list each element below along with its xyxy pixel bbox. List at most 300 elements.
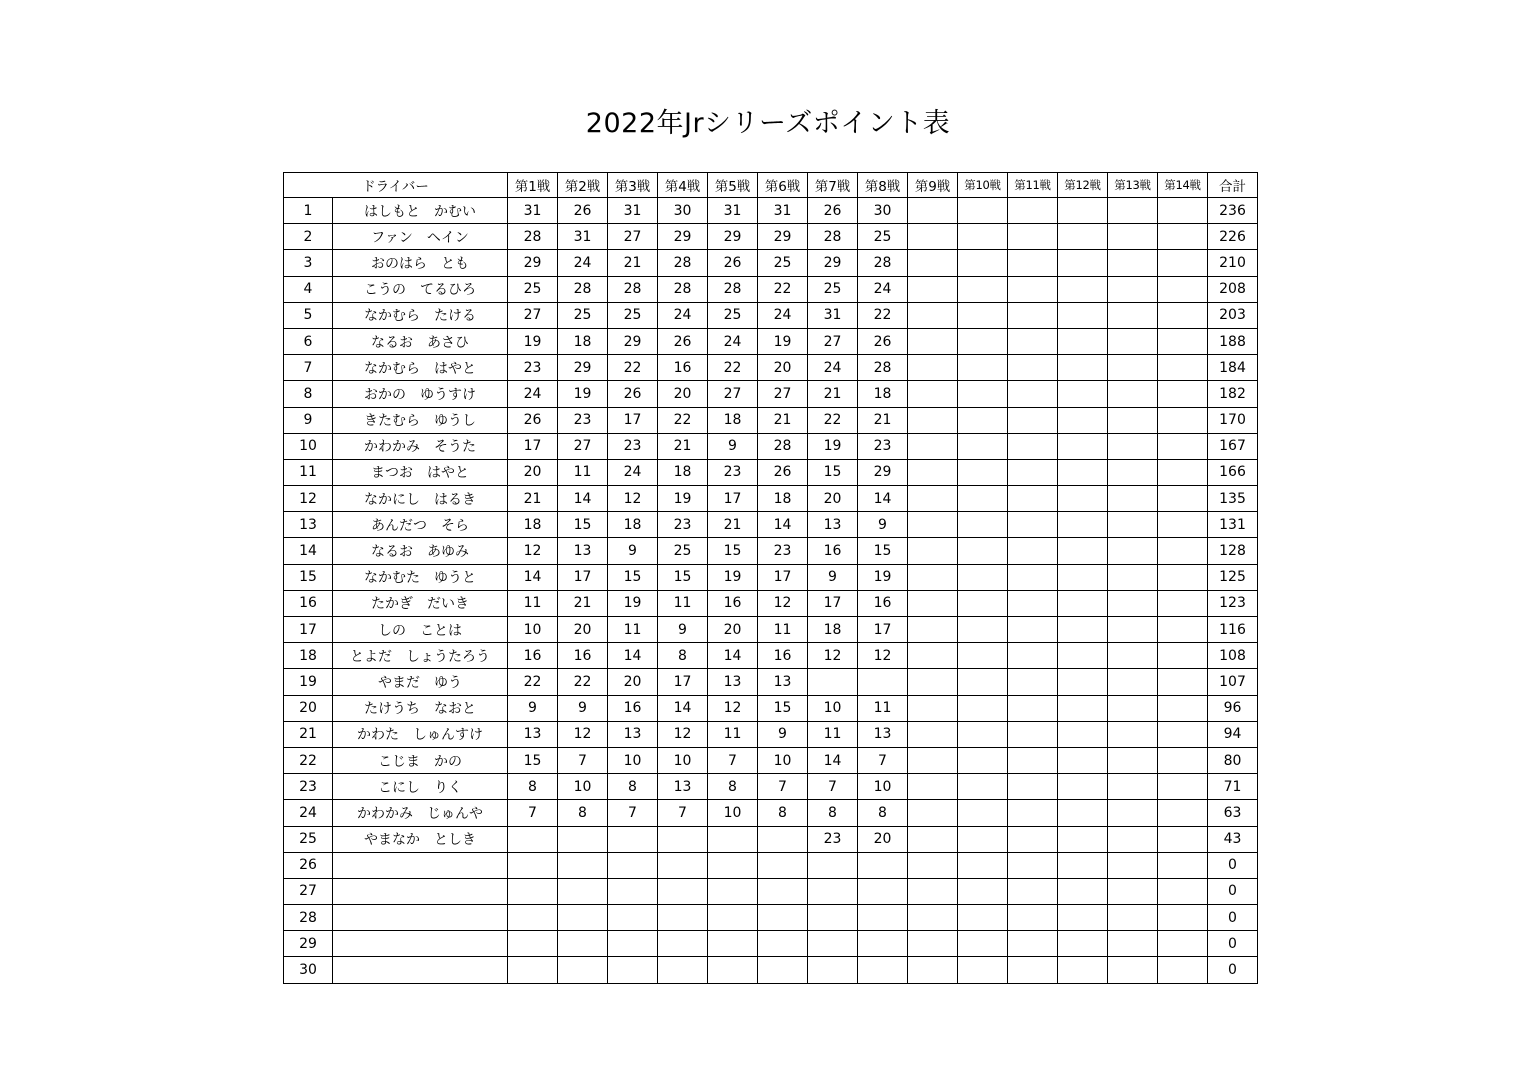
driver-name xyxy=(333,931,508,957)
race-11-score xyxy=(1008,407,1058,433)
row-number: 16 xyxy=(284,590,333,616)
table-row xyxy=(284,747,1258,773)
race-4-score: 10 xyxy=(658,747,708,773)
race-1-score: 29 xyxy=(508,250,558,276)
race-10-score xyxy=(958,800,1008,826)
driver-name: おかの ゆうすけ xyxy=(333,381,508,407)
race-14-score xyxy=(1158,721,1208,747)
total-score: 226 xyxy=(1208,224,1258,250)
driver-name xyxy=(333,852,508,878)
race-5-score xyxy=(708,826,758,852)
row-number: 4 xyxy=(284,276,333,302)
race-7-score: 10 xyxy=(808,695,858,721)
table-row xyxy=(284,381,1258,407)
race-4-score xyxy=(658,931,708,957)
race-6-score: 18 xyxy=(758,486,808,512)
race-2-score xyxy=(558,878,608,904)
race-12-score xyxy=(1058,276,1108,302)
race-7-score: 16 xyxy=(808,538,858,564)
race-11-score xyxy=(1008,538,1058,564)
driver-name: かわかみ じゅんや xyxy=(333,800,508,826)
total-score: 236 xyxy=(1208,198,1258,224)
driver-name: とよだ しょうたろう xyxy=(333,643,508,669)
race-4-score: 25 xyxy=(658,538,708,564)
race-14-score xyxy=(1158,774,1208,800)
race-1-score: 11 xyxy=(508,590,558,616)
row-number: 10 xyxy=(284,433,333,459)
race-5-score: 12 xyxy=(708,695,758,721)
race-6-score xyxy=(758,852,808,878)
race-4-score xyxy=(658,957,708,983)
race-14-score xyxy=(1158,198,1208,224)
race-5-score xyxy=(708,905,758,931)
total-score: 0 xyxy=(1208,852,1258,878)
race-5-score: 29 xyxy=(708,224,758,250)
race-3-score xyxy=(608,826,658,852)
race-3-score: 12 xyxy=(608,486,658,512)
race-8-score: 15 xyxy=(858,538,908,564)
race-9-score xyxy=(908,695,958,721)
race-9-score xyxy=(908,957,958,983)
race-11-score xyxy=(1008,512,1058,538)
race-2-score: 14 xyxy=(558,486,608,512)
race-14-score xyxy=(1158,931,1208,957)
race-13-score xyxy=(1108,355,1158,381)
race-10-score xyxy=(958,486,1008,512)
race-3-score: 11 xyxy=(608,617,658,643)
race-3-score: 18 xyxy=(608,512,658,538)
row-number: 18 xyxy=(284,643,333,669)
table-row xyxy=(284,459,1258,485)
race-14-score xyxy=(1158,407,1208,433)
total-score: 0 xyxy=(1208,878,1258,904)
race-10-score xyxy=(958,643,1008,669)
race-13-score xyxy=(1108,721,1158,747)
race-13-score xyxy=(1108,669,1158,695)
race-14-score xyxy=(1158,695,1208,721)
race-3-score: 8 xyxy=(608,774,658,800)
race-4-score xyxy=(658,826,708,852)
race-7-score xyxy=(808,669,858,695)
race-8-score: 28 xyxy=(858,355,908,381)
race-5-score: 19 xyxy=(708,564,758,590)
race-1-score: 8 xyxy=(508,774,558,800)
race-4-score: 30 xyxy=(658,198,708,224)
race-14-score xyxy=(1158,617,1208,643)
driver-name: たかぎ だいき xyxy=(333,590,508,616)
race-10-score xyxy=(958,905,1008,931)
race-10-score xyxy=(958,957,1008,983)
table-row xyxy=(284,643,1258,669)
row-number: 15 xyxy=(284,564,333,590)
race-1-score: 17 xyxy=(508,433,558,459)
race-7-score: 22 xyxy=(808,407,858,433)
header-race-13: 第13戦 xyxy=(1108,173,1158,198)
race-13-score xyxy=(1108,512,1158,538)
total-score: 125 xyxy=(1208,564,1258,590)
row-number: 13 xyxy=(284,512,333,538)
race-9-score xyxy=(908,433,958,459)
race-12-score xyxy=(1058,852,1108,878)
table-row xyxy=(284,800,1258,826)
race-1-score xyxy=(508,957,558,983)
table-row xyxy=(284,328,1258,354)
race-9-score xyxy=(908,826,958,852)
race-3-score xyxy=(608,957,658,983)
driver-name: しの ことは xyxy=(333,617,508,643)
total-score: 94 xyxy=(1208,721,1258,747)
race-7-score xyxy=(808,905,858,931)
race-10-score xyxy=(958,355,1008,381)
race-6-score: 17 xyxy=(758,564,808,590)
race-3-score: 14 xyxy=(608,643,658,669)
race-5-score: 11 xyxy=(708,721,758,747)
race-11-score xyxy=(1008,617,1058,643)
driver-name: なるお あさひ xyxy=(333,328,508,354)
total-score: 203 xyxy=(1208,302,1258,328)
race-14-score xyxy=(1158,328,1208,354)
race-2-score: 24 xyxy=(558,250,608,276)
driver-name: あんだつ そら xyxy=(333,512,508,538)
race-13-score xyxy=(1108,407,1158,433)
race-5-score xyxy=(708,878,758,904)
race-14-score xyxy=(1158,852,1208,878)
race-1-score xyxy=(508,852,558,878)
race-13-score xyxy=(1108,852,1158,878)
race-14-score xyxy=(1158,224,1208,250)
race-7-score: 9 xyxy=(808,564,858,590)
driver-name: はしもと かむい xyxy=(333,198,508,224)
race-8-score: 16 xyxy=(858,590,908,616)
race-3-score: 9 xyxy=(608,538,658,564)
race-4-score: 19 xyxy=(658,486,708,512)
driver-name: やまなか としき xyxy=(333,826,508,852)
row-number: 23 xyxy=(284,774,333,800)
race-9-score xyxy=(908,774,958,800)
driver-name xyxy=(333,905,508,931)
race-9-score xyxy=(908,224,958,250)
race-13-score xyxy=(1108,826,1158,852)
race-1-score: 25 xyxy=(508,276,558,302)
race-5-score: 15 xyxy=(708,538,758,564)
race-5-score: 16 xyxy=(708,590,758,616)
race-5-score: 31 xyxy=(708,198,758,224)
race-7-score: 13 xyxy=(808,512,858,538)
race-12-score xyxy=(1058,328,1108,354)
race-10-score xyxy=(958,198,1008,224)
race-14-score xyxy=(1158,669,1208,695)
race-10-score xyxy=(958,774,1008,800)
race-3-score: 7 xyxy=(608,800,658,826)
race-11-score xyxy=(1008,198,1058,224)
race-3-score: 23 xyxy=(608,433,658,459)
row-number: 27 xyxy=(284,878,333,904)
race-2-score: 15 xyxy=(558,512,608,538)
race-4-score: 23 xyxy=(658,512,708,538)
table-row xyxy=(284,302,1258,328)
race-3-score: 20 xyxy=(608,669,658,695)
race-7-score xyxy=(808,957,858,983)
race-9-score xyxy=(908,590,958,616)
header-race-4: 第4戦 xyxy=(658,173,708,198)
total-score: 108 xyxy=(1208,643,1258,669)
race-7-score: 14 xyxy=(808,747,858,773)
race-14-score xyxy=(1158,276,1208,302)
race-7-score: 31 xyxy=(808,302,858,328)
race-14-score xyxy=(1158,486,1208,512)
race-12-score xyxy=(1058,302,1108,328)
race-11-score xyxy=(1008,643,1058,669)
race-12-score xyxy=(1058,721,1108,747)
race-6-score: 10 xyxy=(758,747,808,773)
race-1-score: 18 xyxy=(508,512,558,538)
total-score: 0 xyxy=(1208,957,1258,983)
header-race-11: 第11戦 xyxy=(1008,173,1058,198)
race-8-score: 21 xyxy=(858,407,908,433)
header-race-3: 第3戦 xyxy=(608,173,658,198)
race-8-score: 25 xyxy=(858,224,908,250)
race-12-score xyxy=(1058,669,1108,695)
race-2-score: 11 xyxy=(558,459,608,485)
race-1-score: 14 xyxy=(508,564,558,590)
race-13-score xyxy=(1108,198,1158,224)
race-11-score xyxy=(1008,302,1058,328)
race-11-score xyxy=(1008,931,1058,957)
total-score: 182 xyxy=(1208,381,1258,407)
race-11-score xyxy=(1008,878,1058,904)
race-9-score xyxy=(908,905,958,931)
race-2-score: 17 xyxy=(558,564,608,590)
header-race-2: 第2戦 xyxy=(558,173,608,198)
race-12-score xyxy=(1058,564,1108,590)
race-5-score: 14 xyxy=(708,643,758,669)
race-2-score: 25 xyxy=(558,302,608,328)
race-2-score: 12 xyxy=(558,721,608,747)
race-4-score xyxy=(658,852,708,878)
driver-name: なるお あゆみ xyxy=(333,538,508,564)
race-6-score: 11 xyxy=(758,617,808,643)
race-12-score xyxy=(1058,224,1108,250)
race-2-score: 22 xyxy=(558,669,608,695)
race-1-score: 21 xyxy=(508,486,558,512)
header-race-9: 第9戦 xyxy=(908,173,958,198)
race-1-score: 26 xyxy=(508,407,558,433)
race-11-score xyxy=(1008,355,1058,381)
race-6-score xyxy=(758,931,808,957)
race-12-score xyxy=(1058,198,1108,224)
race-7-score: 24 xyxy=(808,355,858,381)
race-7-score: 7 xyxy=(808,774,858,800)
race-9-score xyxy=(908,747,958,773)
race-6-score: 14 xyxy=(758,512,808,538)
race-2-score: 27 xyxy=(558,433,608,459)
race-5-score xyxy=(708,852,758,878)
race-5-score: 17 xyxy=(708,486,758,512)
driver-name: きたむら ゆうし xyxy=(333,407,508,433)
race-6-score xyxy=(758,957,808,983)
total-score: 116 xyxy=(1208,617,1258,643)
race-5-score: 13 xyxy=(708,669,758,695)
race-13-score xyxy=(1108,878,1158,904)
race-2-score: 26 xyxy=(558,198,608,224)
race-7-score: 23 xyxy=(808,826,858,852)
race-4-score: 9 xyxy=(658,617,708,643)
race-10-score xyxy=(958,669,1008,695)
race-7-score xyxy=(808,878,858,904)
race-3-score: 26 xyxy=(608,381,658,407)
total-score: 131 xyxy=(1208,512,1258,538)
race-10-score xyxy=(958,407,1008,433)
table-row xyxy=(284,669,1258,695)
row-number: 2 xyxy=(284,224,333,250)
race-6-score: 8 xyxy=(758,800,808,826)
row-number: 25 xyxy=(284,826,333,852)
race-6-score: 16 xyxy=(758,643,808,669)
race-5-score: 20 xyxy=(708,617,758,643)
race-14-score xyxy=(1158,957,1208,983)
driver-name xyxy=(333,957,508,983)
race-10-score xyxy=(958,328,1008,354)
race-8-score: 11 xyxy=(858,695,908,721)
race-14-score xyxy=(1158,800,1208,826)
race-10-score xyxy=(958,590,1008,616)
race-2-score xyxy=(558,957,608,983)
race-9-score xyxy=(908,721,958,747)
race-4-score: 22 xyxy=(658,407,708,433)
total-score: 96 xyxy=(1208,695,1258,721)
race-10-score xyxy=(958,250,1008,276)
race-9-score xyxy=(908,538,958,564)
race-3-score: 31 xyxy=(608,198,658,224)
race-4-score: 14 xyxy=(658,695,708,721)
race-10-score xyxy=(958,826,1008,852)
race-11-score xyxy=(1008,224,1058,250)
race-13-score xyxy=(1108,564,1158,590)
driver-name: こにし りく xyxy=(333,774,508,800)
race-13-score xyxy=(1108,905,1158,931)
race-4-score: 28 xyxy=(658,276,708,302)
race-6-score: 26 xyxy=(758,459,808,485)
table-row xyxy=(284,905,1258,931)
race-5-score: 25 xyxy=(708,302,758,328)
table-row xyxy=(284,433,1258,459)
race-7-score xyxy=(808,931,858,957)
race-10-score xyxy=(958,721,1008,747)
race-14-score xyxy=(1158,381,1208,407)
race-7-score: 28 xyxy=(808,224,858,250)
race-14-score xyxy=(1158,250,1208,276)
race-7-score: 17 xyxy=(808,590,858,616)
race-6-score: 24 xyxy=(758,302,808,328)
race-2-score: 29 xyxy=(558,355,608,381)
race-6-score: 22 xyxy=(758,276,808,302)
row-number: 30 xyxy=(284,957,333,983)
race-4-score: 13 xyxy=(658,774,708,800)
race-11-score xyxy=(1008,564,1058,590)
race-6-score: 25 xyxy=(758,250,808,276)
total-score: 184 xyxy=(1208,355,1258,381)
row-number: 12 xyxy=(284,486,333,512)
race-3-score xyxy=(608,905,658,931)
race-9-score xyxy=(908,355,958,381)
race-1-score: 7 xyxy=(508,800,558,826)
total-score: 167 xyxy=(1208,433,1258,459)
race-8-score xyxy=(858,931,908,957)
race-3-score: 22 xyxy=(608,355,658,381)
race-9-score xyxy=(908,643,958,669)
race-3-score xyxy=(608,852,658,878)
race-7-score: 29 xyxy=(808,250,858,276)
race-8-score: 30 xyxy=(858,198,908,224)
table-row xyxy=(284,224,1258,250)
race-13-score xyxy=(1108,459,1158,485)
race-9-score xyxy=(908,564,958,590)
driver-name: こじま かの xyxy=(333,747,508,773)
race-9-score xyxy=(908,381,958,407)
table-row xyxy=(284,250,1258,276)
race-12-score xyxy=(1058,250,1108,276)
race-5-score: 22 xyxy=(708,355,758,381)
race-13-score xyxy=(1108,486,1158,512)
race-7-score: 15 xyxy=(808,459,858,485)
driver-name: こうの てるひろ xyxy=(333,276,508,302)
race-7-score: 25 xyxy=(808,276,858,302)
race-12-score xyxy=(1058,878,1108,904)
race-14-score xyxy=(1158,878,1208,904)
race-7-score: 21 xyxy=(808,381,858,407)
race-3-score: 21 xyxy=(608,250,658,276)
race-11-score xyxy=(1008,957,1058,983)
race-1-score: 23 xyxy=(508,355,558,381)
race-11-score xyxy=(1008,433,1058,459)
race-13-score xyxy=(1108,643,1158,669)
total-score: 166 xyxy=(1208,459,1258,485)
race-13-score xyxy=(1108,328,1158,354)
row-number: 28 xyxy=(284,905,333,931)
total-score: 43 xyxy=(1208,826,1258,852)
driver-name: なかむら はやと xyxy=(333,355,508,381)
row-number: 26 xyxy=(284,852,333,878)
table-row xyxy=(284,355,1258,381)
race-7-score: 19 xyxy=(808,433,858,459)
race-11-score xyxy=(1008,800,1058,826)
total-score: 210 xyxy=(1208,250,1258,276)
race-1-score: 20 xyxy=(508,459,558,485)
race-12-score xyxy=(1058,905,1108,931)
total-score: 0 xyxy=(1208,905,1258,931)
race-14-score xyxy=(1158,302,1208,328)
table-row xyxy=(284,878,1258,904)
race-6-score: 20 xyxy=(758,355,808,381)
race-1-score: 9 xyxy=(508,695,558,721)
table-body xyxy=(284,198,1258,984)
race-1-score: 24 xyxy=(508,381,558,407)
race-6-score: 7 xyxy=(758,774,808,800)
driver-name: たけうち なおと xyxy=(333,695,508,721)
race-5-score: 8 xyxy=(708,774,758,800)
race-12-score xyxy=(1058,800,1108,826)
race-6-score: 12 xyxy=(758,590,808,616)
race-8-score: 9 xyxy=(858,512,908,538)
race-14-score xyxy=(1158,355,1208,381)
race-13-score xyxy=(1108,538,1158,564)
race-6-score: 9 xyxy=(758,721,808,747)
table-row xyxy=(284,407,1258,433)
race-2-score: 8 xyxy=(558,800,608,826)
page-title: 2022年Jrシリーズポイント表 xyxy=(585,108,951,139)
race-9-score xyxy=(908,459,958,485)
race-14-score xyxy=(1158,564,1208,590)
